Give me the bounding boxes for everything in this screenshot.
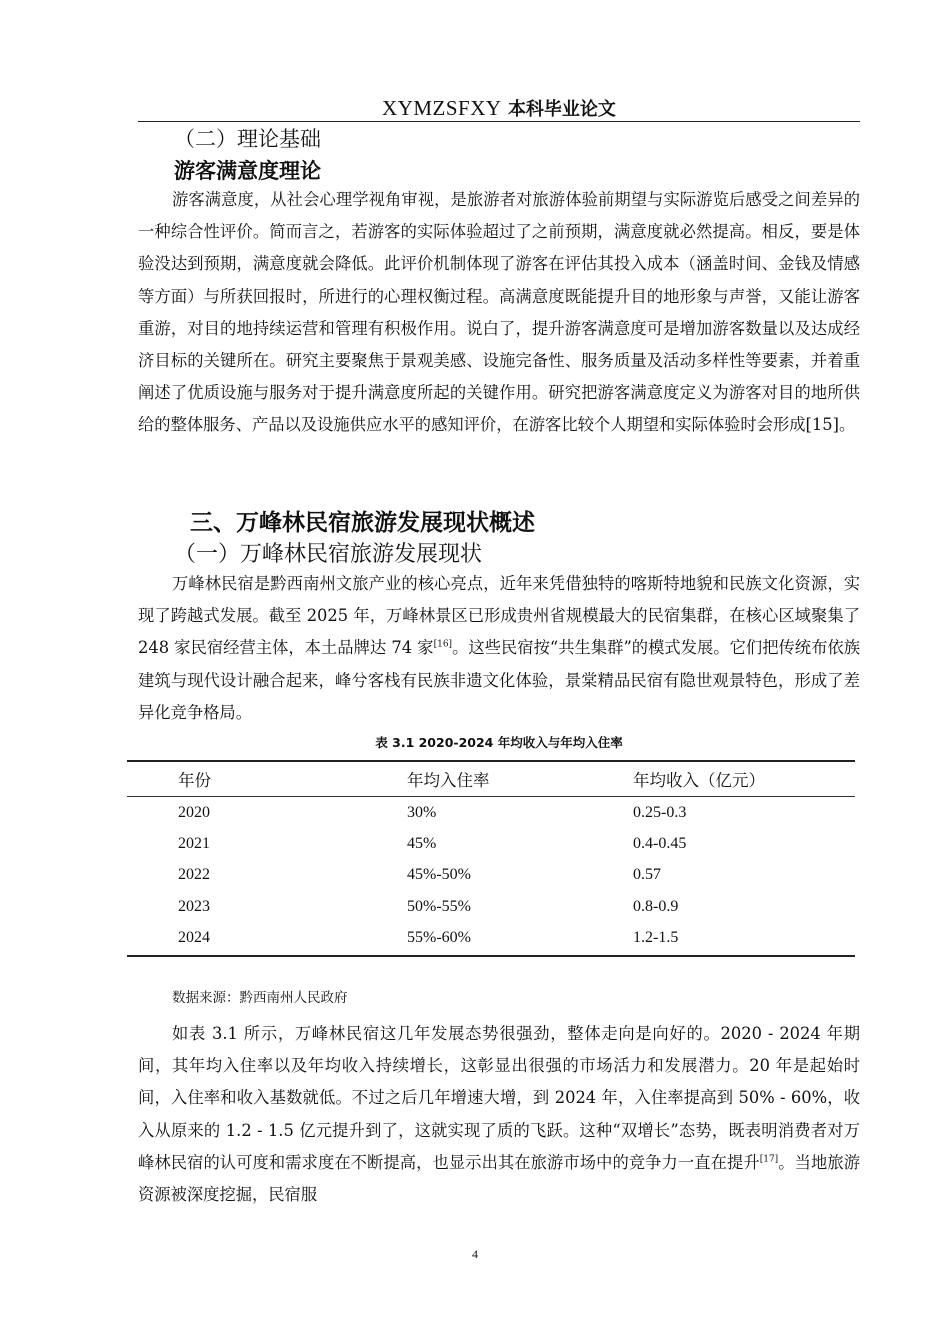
chapter-heading: 三、万峰林民宿旅游发展现状概述: [190, 510, 535, 536]
header-rule: [138, 121, 860, 122]
cell-occupancy: 45%: [407, 834, 437, 852]
table-header-row: [127, 761, 855, 797]
cell-occupancy: 50%-55%: [407, 897, 471, 915]
income-occupancy-table: [127, 760, 855, 957]
subheading-satisfaction-theory: 游客满意度理论: [174, 159, 321, 183]
table-row: [127, 860, 855, 891]
paragraph-status: [138, 568, 860, 729]
cell-year: 2020: [178, 803, 210, 821]
table-row: [127, 828, 855, 859]
paragraph-status-text-1: 万峰林民宿是黔西南州文旅产业的核心亮点，近年来凭借独特的喀斯特地貌和民族文化资源，实现了跨越式发展。截至 2025 年，万峰林景区已形成贵州省规模最大的民宿集群，在核心区域聚集了 248 家民宿经营主体，本土品牌达 74 家: [138, 574, 860, 658]
section-heading-theory: （二）理论基础: [174, 127, 321, 151]
cell-income: 0.8-0.9: [633, 897, 679, 915]
page-number: 4: [472, 1247, 478, 1261]
table-row: [127, 797, 855, 829]
header-code: XYMZSFXY: [382, 96, 502, 120]
cell-year: 2024: [178, 928, 210, 946]
cell-year: 2022: [178, 866, 210, 884]
paragraph-analysis: [138, 1018, 860, 1211]
paragraph-analysis-text-1: 如表 3.1 所示，万峰林民宿这几年发展态势很强劲，整体走向是向好的。2020 - 2024 年期间，其年均入住率以及年均收入持续增长，这彰显出很强的市场活力和发展潜力。20 年是起始时间，入住率和收入基数就低。不过之后几年增速大增，到 2024 年，入住率提高到 50% - 60%，收入从原来的 1.2 - 1.5 亿元提升到了，这就实现了质的飞跃。这种“双增长”态势，既表明消费者对万峰林民宿的认可度和需求度在不断提高，也显示出其在旅游市场中的竞争力一直在提升: [138, 1024, 860, 1172]
cell-income: 0.4-0.45: [633, 834, 687, 852]
cell-occupancy: 55%-60%: [407, 928, 471, 946]
cell-occupancy: 30%: [407, 803, 437, 821]
cell-year: 2023: [178, 897, 210, 915]
reference-16: [16]: [433, 639, 453, 650]
header-occupancy: 年均入住率: [407, 761, 633, 797]
table-row: [127, 922, 855, 956]
section-heading-status: （一）万峰林民宿旅游发展现状: [174, 542, 483, 567]
page-header: [138, 95, 860, 121]
cell-occupancy: 45%-50%: [407, 866, 471, 884]
paragraph-analysis-text-2: 。当地旅游资源被深度挖掘，民宿服: [138, 1152, 860, 1205]
header-year: 年份: [127, 761, 407, 797]
paragraph-satisfaction: 游客满意度，从社会心理学视角审视，是旅游者对旅游体验前期望与实际游览后感受之间差异的一种综合性评价。简而言之，若游客的实际体验超过了之前预期，满意度就必然提高。相反，要是体验没达到预期，满意度就会降低。此评价机制体现了游客在评估其投入成本（涵盖时间、金钱及情感等方面）与所获回报时，所进行的心理权衡过程。高满意度既能提升目的地形象与声誉，又能让游客重游，对目的地持续运营和管理有积极作用。说白了，提升游客满意度可是增加游客数量以及达成经济目标的关键所在。研究主要聚焦于景观美感、设施完备性、服务质量及活动多样性等要素，并着重阐述了优质设施与服务对于提升满意度所起的关键作用。研究把游客满意度定义为游客对目的地所供给的整体服务、产品以及设施供应水平的感知评价，在游客比较个人期望和实际体验时会形成[15]。: [138, 190, 860, 435]
cell-year: 2021: [178, 834, 210, 852]
header-tag: 本科毕业论文: [507, 99, 616, 120]
table-source-note: 数据来源：黔西南州人民政府: [172, 990, 348, 1006]
cell-income: 0.57: [633, 866, 661, 884]
header-income: 年均收入（亿元）: [633, 761, 855, 797]
cell-income: 0.25-0.3: [633, 803, 687, 821]
table-caption: 表 3.1 2020-2024 年均收入与年均入住率: [375, 735, 623, 750]
reference-17: [17]: [759, 1154, 779, 1165]
paragraph-status-text-2: 。这些民宿按“共生集群”的模式发展。它们把传统布依族建筑与现代设计融合起来，峰兮客栈有民族非遗文化体验，景棠精品民宿有隐世观景特色，形成了差异化竞争格局。: [138, 638, 860, 722]
cell-income: 1.2-1.5: [633, 928, 679, 946]
table-row: [127, 891, 855, 922]
